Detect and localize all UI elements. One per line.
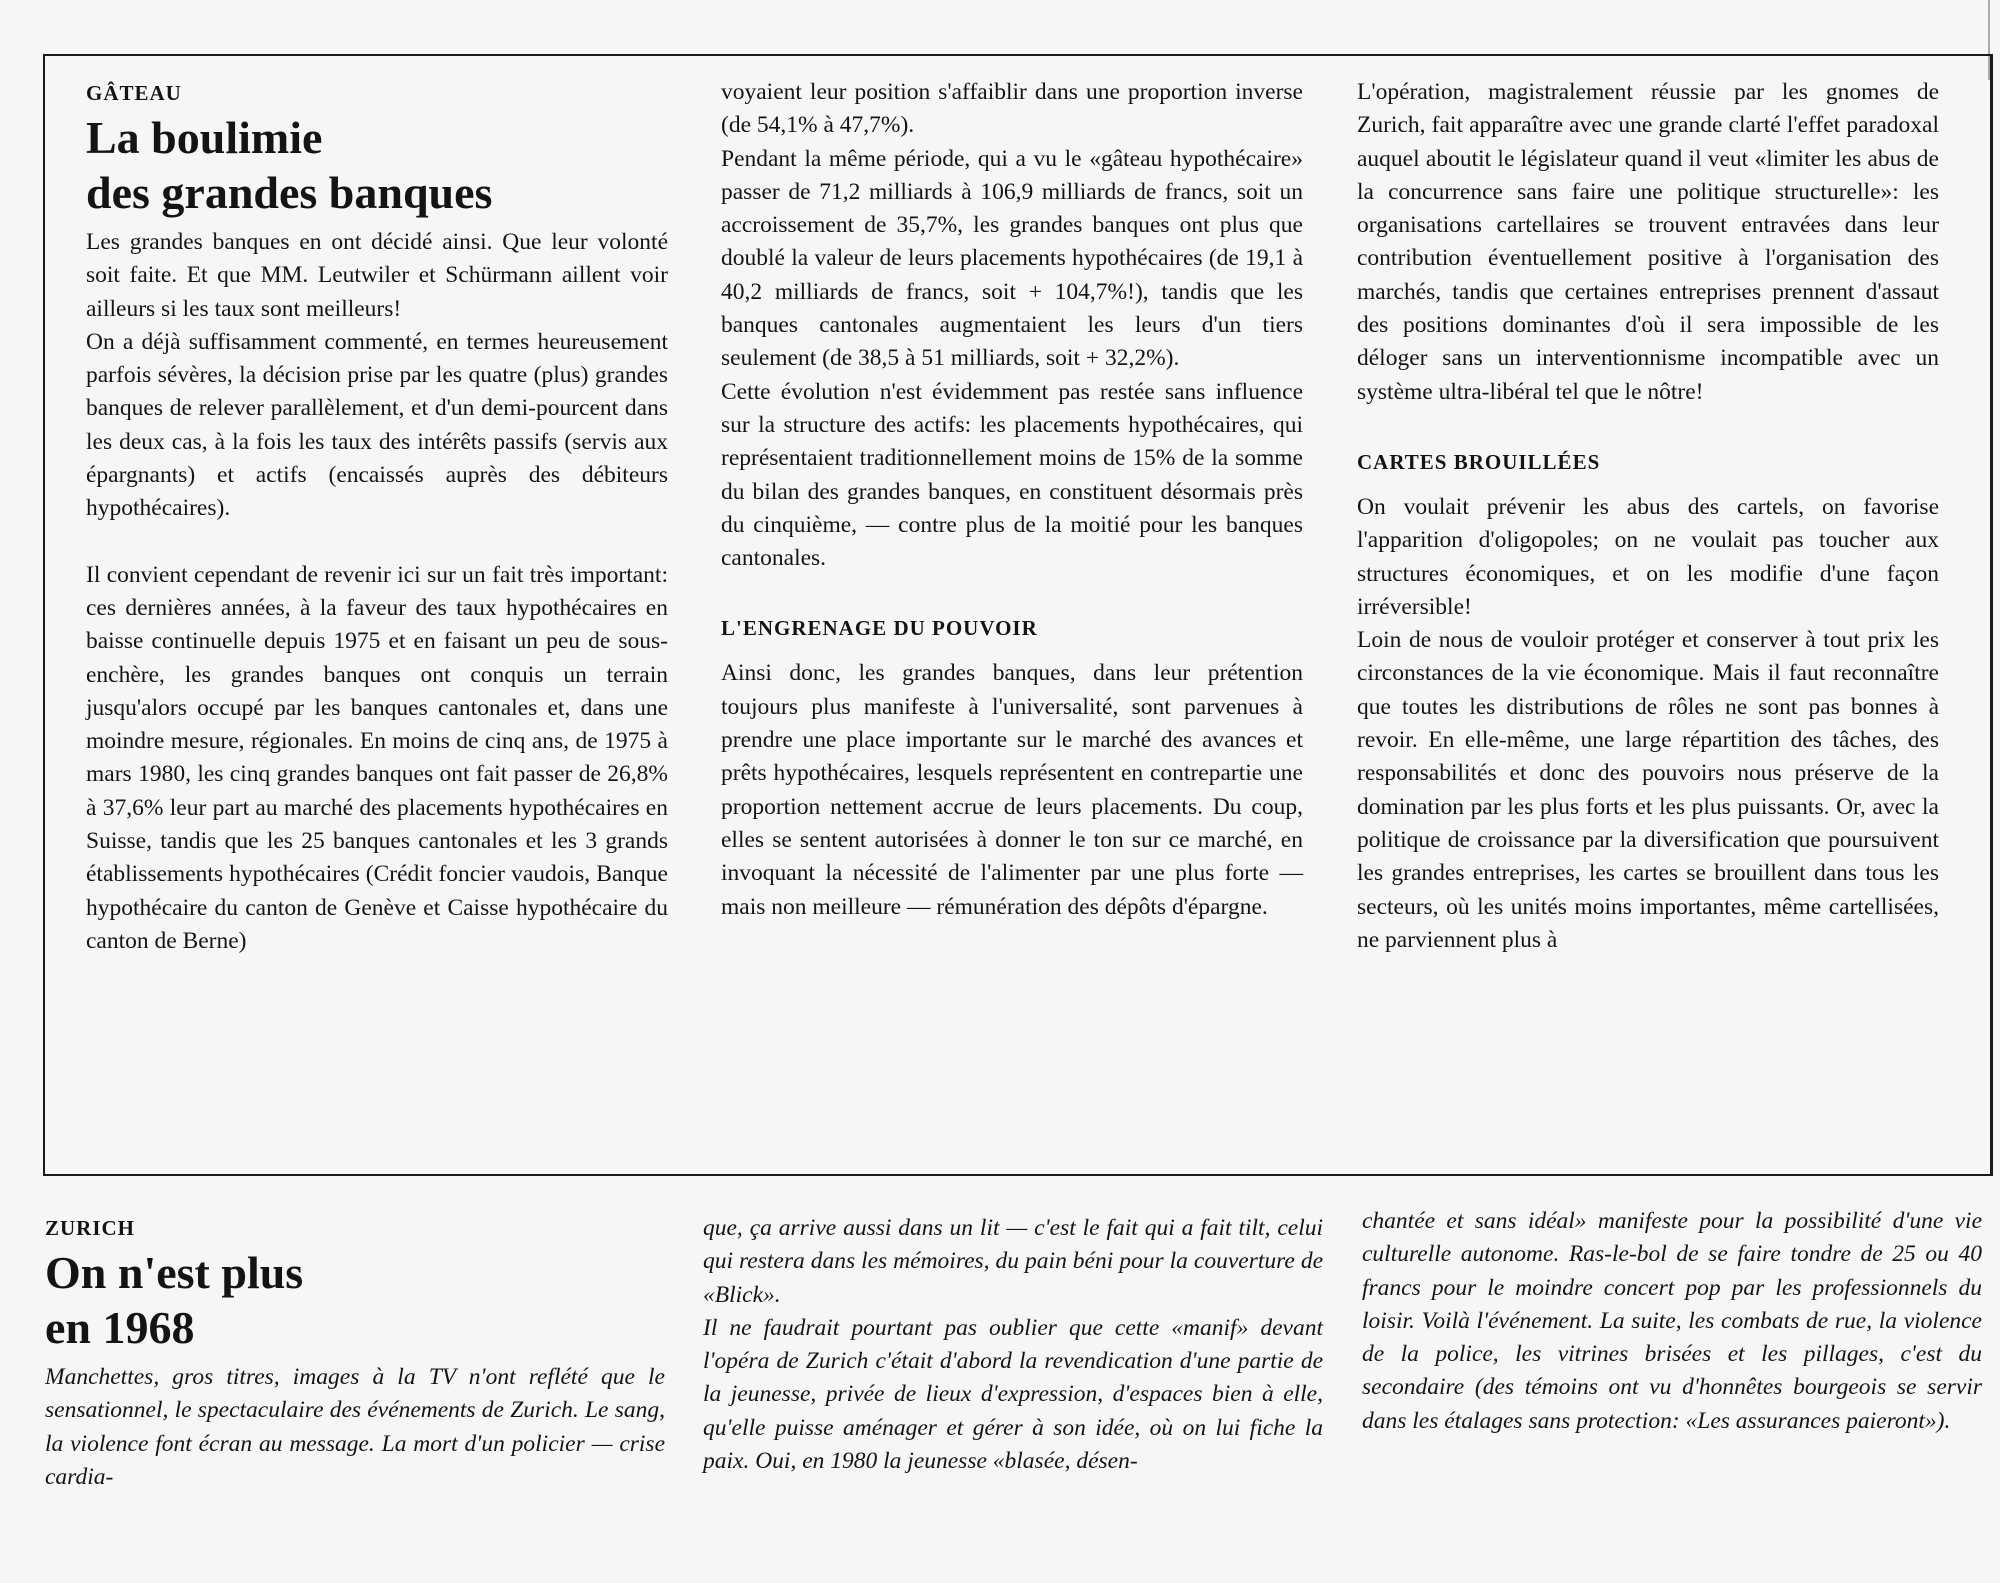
paragraph: Ainsi donc, les grandes banques, dans leur prétention toujours plus manifeste à l'universalité, sont parvenues à prendre une place importante sur le marché des avances et prêts hypothécaires, lesquels représentent en contrepartie une proportion nettement accrue de leurs placements. Du coup, elles se sentent autorisées à donner le ton sur ce marché, en invoquant la nécessité de l'alimenter par une plus forte — mais non meilleure — rémunération des dépôts d'épargne. bbox=[721, 660, 1303, 920]
article1-title bbox=[86, 110, 668, 220]
article1-col2 bbox=[721, 76, 1303, 924]
article2-col3 bbox=[1362, 1205, 1982, 1438]
article2-title bbox=[45, 1245, 665, 1355]
paragraph: On voulait prévenir les abus des cartels, on favorise l'apparition d'oligopoles; on ne voulait pas toucher aux structures économiques, et on les modifie d'une façon irréversible! bbox=[1357, 493, 1939, 620]
article1-title-line1: La boulimie bbox=[86, 112, 323, 163]
paragraph: Loin de nous de vouloir protéger et conserver à tout prix les circonstances de la vie économique. Mais il faut reconnaître que toutes les distributions de rôles ne sont pas bonnes à revoir. En elle-même, une large répartition des tâches, des responsabilités et donc des pouvoirs nous préserve de la domination par les plus forts et les plus puissants. Or, avec la politique de croissance par la diversification que poursuivent les grandes entreprises, les cartes se brouillent dans tous les secteurs, où les unités moins importantes, même cartellisées, ne parviennent plus à bbox=[1357, 627, 1939, 953]
paragraph: Manchettes, gros titres, images à la TV n'ont reflété que le sensationnel, le spectaculaire des événements de Zurich. Le sang, la violence font écran au message. La mort d'un policier — crise cardia- bbox=[45, 1364, 665, 1490]
paragraph: Cette évolution n'est évidemment pas restée sans influence sur la structure des actifs: les placements hypothécaires, qui représentaient traditionnellement moins de 15% de la somme du bilan des grandes banques, en constituent désormais près du cinquième, — contre plus de la moitié pour les banques cantonales. bbox=[721, 378, 1303, 572]
paragraph: On a déjà suffisamment commenté, en termes heureusement parfois sévères, la décision prise par les quatre (plus) grandes banques de relever parallèlement, et d'un demi-pourcent dans les deux cas, à la fois les taux des intérêts passifs (servis aux épargnants) et actifs (encaissés auprès des débiteurs hypothécaires). bbox=[86, 328, 668, 522]
article2-col1 bbox=[45, 1213, 665, 1494]
article1-title-line2: des grandes banques bbox=[86, 167, 493, 218]
paragraph: que, ça arrive aussi dans un lit — c'est le fait qui a fait tilt, celui qui restera dans les mémoires, du pain béni pour la couverture de «Blick». bbox=[703, 1215, 1323, 1308]
section-heading: L'ENGRENAGE DU POUVOIR bbox=[721, 616, 1038, 641]
paragraph: chantée et sans idéal» manifeste pour la possibilité d'une vie culturelle autonome. Ras-le-bol de se faire tondre de 25 ou 40 francs pour le moindre concert pop par les professionnels du loisir. Voilà l'événement. La suite, les combats de rue, la violence de la police, les vitrines brisées et les pillages, c'est du secondaire (des témoins ont vu d'honnêtes bourgeois se servir dans les étalages sans protection: «Les assurances paieront»). bbox=[1362, 1208, 1982, 1434]
paragraph: L'opération, magistralement réussie par les gnomes de Zurich, fait apparaître avec une grande clarté l'effet paradoxal auquel aboutit le législateur quand il veut «limiter les abus de la concurrence sans faire une politique structurelle»: les organisations cartellaires se trouvent entravées dans leur contribution éventuellement positive à l'organisation des marchés, tandis que certaines entreprises prennent d'assaut des positions dominantes d'où il sera impossible de les déloger sans un interventionnisme incompatible avec un système ultra-libéral tel que le nôtre! bbox=[1357, 79, 1939, 405]
article2-col2 bbox=[703, 1212, 1323, 1478]
paragraph: voyaient leur position s'affaiblir dans une proportion inverse (de 54,1% à 47,7%). bbox=[721, 79, 1303, 139]
article1-col1 bbox=[86, 78, 668, 958]
paragraph: Il ne faudrait pourtant pas oublier que cette «manif» devant l'opéra de Zurich c'était d'abord la revendication d'une partie de la jeunesse, privée de lieux d'expression, d'espaces bien à elle, qu'elle puisse aménager et gérer à son idée, où on lui fiche la paix. Oui, en 1980 la jeunesse «blasée, désen- bbox=[703, 1314, 1323, 1475]
article2-title-line1: On n'est plus bbox=[45, 1247, 304, 1298]
paragraph: Les grandes banques en ont décidé ainsi. Que leur volonté soit faite. Et que MM. Leutwiler et Schürmann aillent voir ailleurs si les taux sont meilleurs! bbox=[86, 229, 668, 322]
article1-kicker: GÂTEAU bbox=[86, 81, 182, 105]
paragraph: Pendant la même période, qui a vu le «gâteau hypothécaire» passer de 71,2 milliards à 106,9 milliards de francs, soit un accroissement de 35,7%, les grandes banques ont plus que doublé la valeur de leurs placements hypothécaires (de 19,1 à 40,2 milliards de francs, soit + 104,7%!), tandis que les banques cantonales augmentaient les leurs d'un tiers seulement (de 38,5 à 51 milliards, soit + 32,2%). bbox=[721, 145, 1303, 372]
article1-col3 bbox=[1357, 76, 1939, 957]
paragraph: Il convient cependant de revenir ici sur un fait très important: ces dernières années, à la faveur des taux hypothécaires en baisse continuelle depuis 1975 et en faisant un peu de sous-enchère, les grandes banques ont conquis un terrain jusqu'alors occupé par les banques cantonales et, dans une moindre mesure, régionales. En moins de cinq ans, de 1975 à mars 1980, les cinq grandes banques ont fait passer de 26,8% à 37,6% leur part au marché des placements hypothécaires en Suisse, tandis que les 25 banques cantonales et les 3 grands établissements hypothécaires (Crédit foncier vaudois, Banque hypothécaire du canton de Genève et Caisse hypothécaire du canton de Berne) bbox=[86, 561, 668, 954]
section-heading: CARTES BROUILLÉES bbox=[1357, 449, 1601, 474]
article2-kicker: ZURICH bbox=[45, 1216, 136, 1240]
article2-title-line2: en 1968 bbox=[45, 1302, 195, 1353]
